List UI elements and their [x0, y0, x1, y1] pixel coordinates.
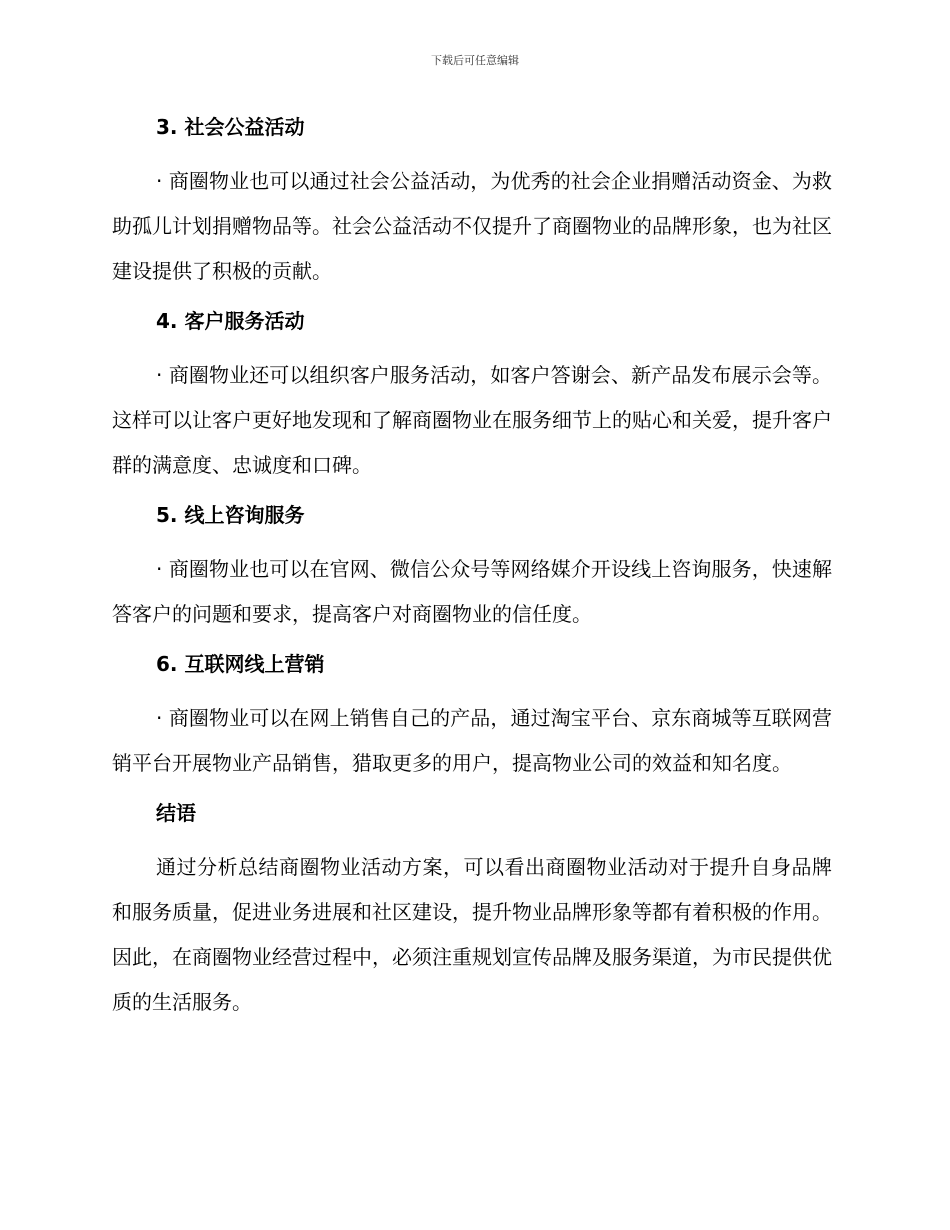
- section-heading-conclusion: 结语: [156, 801, 196, 825]
- page-header-note: 下载后可任意编辑: [431, 54, 519, 67]
- section-paragraph-conclusion: 通过分析总结商圈物业活动方案，可以看出商圈物业活动对于提升自身品牌和服务质量，促进业务进展和社区建设，提升物业品牌形象等都有着积极的作用。因此，在商圈物业经营过程中，必须注重规划宣传品牌及服务渠道，为市民提供优质的生活服务。: [112, 855, 832, 1014]
- section-heading-internet-marketing: 6. 互联网线上营销: [156, 652, 325, 676]
- section-paragraph-customer-service: · 商圈物业还可以组织客户服务活动，如客户答谢会、新产品发布展示会等。这样可以让客户更好地发现和了解商圈物业在服务细节上的贴心和关爱，提升客户群的满意度、忠诚度和口碑。: [112, 363, 832, 477]
- section-heading-charity: 3. 社会公益活动: [156, 115, 305, 139]
- section-heading-customer-service: 4. 客户服务活动: [156, 309, 305, 333]
- section-paragraph-charity: · 商圈物业也可以通过社会公益活动，为优秀的社会企业捐赠活动资金、为救助孤儿计划捐赠物品等。社会公益活动不仅提升了商圈物业的品牌形象，也为社区建设提供了积极的贡献。: [112, 169, 832, 283]
- section-paragraph-internet-marketing: · 商圈物业可以在网上销售自己的产品，通过淘宝平台、京东商城等互联网营销平台开展物业产品销售，猎取更多的用户，提高物业公司的效益和知名度。: [112, 706, 832, 775]
- section-heading-online-consulting: 5. 线上咨询服务: [156, 503, 305, 527]
- document-body: [112, 112, 832, 1037]
- section-paragraph-online-consulting: · 商圈物业也可以在官网、微信公众号等网络媒介开设线上咨询服务，快速解答客户的问题和要求，提高客户对商圈物业的信任度。: [112, 557, 832, 626]
